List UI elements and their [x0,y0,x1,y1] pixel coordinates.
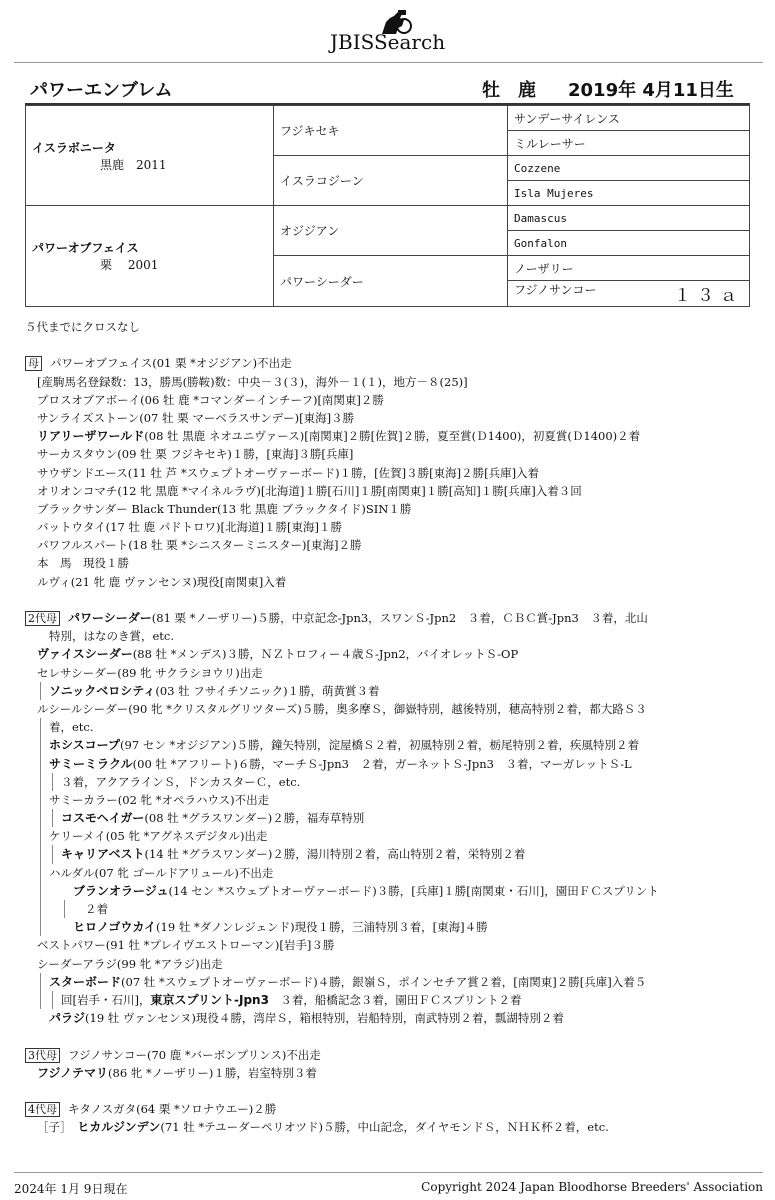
pedigree-notes [25,318,755,1136]
sire-color: 黒鹿 [100,157,125,172]
spacer [25,1027,755,1045]
gen3-8-name[interactable]: フジノサンコー [514,283,597,297]
family-line [25,973,755,991]
tree-connector [52,809,53,827]
family-line [25,627,755,645]
line-text: キタノスガタ(64 栗 *ソロナウエー)２勝 [68,1102,277,1117]
line-text: [産駒馬名登録数：13，勝馬(勝鞍)数：中央－３(３)，海外－１(１)，地方－８(25)] [37,374,468,389]
family-line [25,391,755,409]
line-text: 回[岩手・石川]， [61,992,151,1007]
family-line [25,755,755,773]
line-text: (08 牡 *グラスワンダー)２勝，福寿草特別 [144,811,365,826]
line-text: サミーカラー(02 牝 *オペラハウス)不出走 [49,792,270,807]
horse-link[interactable]: リアリーザワールド [37,429,145,444]
horse-sex: 牡 [482,80,500,101]
dam-color: 栗 [100,258,113,272]
line-text: (19 牡 ヴァンセンヌ)現役４勝，湾岸Ｓ，箱根特別，岩船特別，南武特別２着，瓢湖特別２着 [85,1011,564,1026]
horse-name: パワーエンブレム [30,80,173,101]
line-text: ケリーメイ(05 牝 *アグネスデジタル)出走 [49,829,268,844]
pedigree-gen3-2[interactable]: ミルレーサー [508,131,750,156]
cross-note: ５代までにクロスなし [25,320,140,334]
line-text: サンライズストーン(07 牡 栗 マーベラスサンデー)[東海]３勝 [37,410,355,425]
family-line [25,482,755,500]
pedigree-gen2-4[interactable]: パワーシーダー [274,256,508,307]
family-line [25,536,755,554]
pedigree-gen3-7[interactable]: ノーザリー [508,256,750,281]
pedigree-sire [26,106,274,206]
family-code: １３ａ [674,286,743,306]
line-text: サウザンドエース(11 牡 芦 *スウェプトオーヴァーボード)１勝，[佐賀]３勝[東海]２勝[兵庫]入着 [37,465,540,480]
logo-search: Search [373,30,446,54]
pedigree-dam [26,206,274,307]
line-text: (71 牡 *テユーダーペリオツド)５勝，中山記念，ダイヤモンドＳ，ＮＨＫ杯２着，etc. [160,1120,609,1135]
family-line [25,736,755,754]
line-text: (81 栗 *ノーザリー)５勝，中京記念-Jpn3，スワンＳ-Jpn2 ３着，ＣＢＣ賞-Jpn3 ３着，北山 [151,611,648,625]
line-text: シーダーアラジ(99 牝 *アラジ)出走 [37,956,223,971]
pedigree-gen2-3[interactable]: オジジアン [274,206,508,256]
generation-tag: 4代母 [25,1102,60,1117]
line-text: ルシールシーダー(90 牝 *クリスタルグリツターズ)５勝，奥多摩Ｓ，御嶽特別，越後特別，穂高特別２着，都大路Ｓ３ [37,701,647,716]
line-text: オリオンコマチ(12 牝 黒鹿 *マイネルラヴ)[北海道]１勝[石川]１勝[南関東]１勝[高知]１勝[兵庫]入着３回 [37,483,582,498]
line-text: (14 牡 *グラスワンダー)２勝，湯川特別２着，高山特別２着，栄特別２着 [144,847,526,862]
horse-link[interactable]: ヒロノゴウカイ [73,920,157,935]
horse-link[interactable]: ヴァイスシーダー [37,647,133,662]
horse-title [30,76,750,102]
family-line [25,700,755,718]
pedigree-gen3-6[interactable]: Gonfalon [508,231,750,256]
header [0,0,775,62]
family-line [25,664,755,682]
family-line [25,1100,755,1118]
horse-link[interactable]: パワーシーダー [68,611,152,625]
line-text: (86 牝 *ノーザリー)１勝，岩室特別３着 [108,1065,317,1080]
jbis-logo[interactable] [330,8,460,56]
tree-connector [40,900,41,918]
family-line [25,682,755,700]
horse-color: 鹿 [518,80,536,101]
family-line [25,1046,755,1064]
tree-connector [52,845,53,863]
tree-connector [52,991,53,1009]
pedigree-gen2-1[interactable]: フジキセキ [274,106,508,156]
line-text: ハルダル(07 牝 ゴールドアリュール)不出走 [49,865,274,880]
line-text: ２着 [85,902,108,916]
horse-link[interactable]: キャリアベスト [61,847,145,862]
tree-connector [40,918,41,936]
line-text: フジノサンコー(70 鹿 *バーボンプリンス)不出走 [68,1047,321,1062]
tree-connector [40,718,41,736]
horse-link[interactable]: ソニックベロシティ [49,683,156,698]
line-text: 本 馬 現役１勝 [37,556,129,571]
line-text: (14 セン *スウェプトオーヴァーボード)３勝，[兵庫]１勝[南関東・石川]，園田ＦＣスプリント [168,883,659,898]
line-text: バットウタイ(17 牡 鹿 パドトロワ)[北海道]１勝[東海]１勝 [37,520,342,535]
line-text: セレサシーダー(89 牝 サクラシヨウリ)出走 [37,665,263,680]
family-line [25,1009,755,1027]
footer-divider [14,1172,763,1173]
family-line [25,791,755,809]
tree-connector [40,791,41,809]
tree-connector [40,991,41,1009]
family-line [25,900,755,918]
pedigree-gen2-2[interactable]: イスラコジーン [274,156,508,206]
line-text: ブラックサンダー Black Thunder(13 牝 黒鹿 ブラックタイド)SIN１勝 [37,501,412,516]
tree-connector [40,809,41,827]
logo-jbis: JBIS [330,30,374,54]
horse-dob: 2019年 4月11日生 [568,80,734,101]
family-line [25,554,755,572]
dam-year: 2001 [127,258,159,272]
horse-link[interactable]: パラジ [49,1011,86,1026]
family-line [25,645,755,663]
family-line [25,864,755,882]
family-line [25,991,755,1009]
family-line [25,409,755,427]
tree-connector [40,773,41,791]
generation-tag: 3代母 [25,1048,60,1063]
line-text: ルヴィ(21 牝 鹿 ヴァンセンヌ)現役[南関東]入着 [37,574,287,589]
tree-connector [40,827,41,845]
line-text: ベストパワー(91 牡 *プレイヴエストローマン)[岩手]３勝 [37,938,335,953]
family-line [25,573,755,591]
line-text: (08 牡 黒鹿 ネオユニヴァース)[南関東]２勝[佐賀]２勝，夏至賞(Ｄ1400)，初夏賞(Ｄ1400)２着 [144,429,641,444]
pedigree-table [25,105,750,307]
horse-link[interactable]: フジノテマリ [37,1065,109,1080]
horse-link[interactable]: スターボード [49,974,122,989]
family-line [25,845,755,863]
line-text: ３着，船橋記念３着，園田ＦＣスプリント２着 [268,992,522,1007]
tree-connector [40,973,41,991]
line-text: (88 牡 *メンデス)３勝，ＮＺトロフィー４歳Ｓ-Jpn2，バイオレットＳ-OP [132,647,519,662]
tree-connector [40,736,41,754]
spacer [25,1082,755,1100]
line-text: 着，etc. [49,720,94,735]
family-line [25,882,755,900]
family-line [25,518,755,536]
family-line [25,1118,755,1136]
line-text: (03 牡 フサイチソニック)１勝，萌黄賞３着 [155,683,380,698]
tree-connector [64,900,65,918]
line-text: パワーオブフェイス(01 栗 *オジジアン)不出走 [50,356,292,371]
family-line [25,464,755,482]
footer-date: 2024年 1月 9日現在 [14,1182,128,1196]
family-lines [25,354,755,1136]
sire-name[interactable]: イスラボニータ [32,140,116,155]
family-line [25,500,755,518]
pedigree-gen3-4[interactable]: Isla Mujeres [508,181,750,206]
line-prefix: ［子］ [37,1120,78,1135]
tree-connector [40,864,41,882]
sire-year: 2011 [136,157,167,172]
line-text: パワフルスパート(18 牡 栗 *シニスターミニスター)[東海]２勝 [37,538,362,553]
family-line [25,427,755,445]
family-line [25,445,755,463]
tree-connector [40,882,41,900]
footer-copyright: Copyright 2024 Japan Bloodhorse Breeders' Association [421,1180,763,1194]
family-line [25,809,755,827]
header-divider [14,62,763,63]
line-text: サーカスタウン(09 牡 栗 フジキセキ)１勝，[東海]３勝[兵庫] [37,447,354,462]
pedigree-gen3-5[interactable]: Damascus [508,206,750,231]
line-text: ３着，アクアラインＳ，ドンカスターＣ，etc. [61,774,301,789]
tree-connector [40,682,41,700]
tree-connector [40,845,41,863]
pedigree-gen3-3[interactable]: Cozzene [508,156,750,181]
spacer [25,591,755,609]
horse-link[interactable]: ブランオラージュ [73,883,169,898]
family-line [25,773,755,791]
line-text: (00 牡 *アフリート)６勝，マーチＳ-Jpn3 ２着，ガーネットＳ-Jpn3 ３着，マーガレットＳ-L [132,756,632,771]
family-line [25,718,755,736]
pedigree-gen3-8 [508,281,750,307]
generation-tag: 母 [25,356,42,371]
family-line [25,1064,755,1082]
generation-tag: 2代母 [25,611,60,626]
tree-connector [40,755,41,773]
family-line [25,827,755,845]
tree-connector [52,773,53,791]
family-line [25,936,755,954]
family-line [25,373,755,391]
race-name: 東京スプリント-Jpn3 [150,992,269,1007]
line-text: プロスオブアボーイ(06 牡 鹿 *コマンダーインチーフ)[南関東]２勝 [37,392,384,407]
family-line [25,354,755,372]
family-line [25,955,755,973]
line-text: (19 牡 *ダノンレジェンド)現役１勝，三浦特別３着，[東海]４勝 [156,920,488,935]
horse-link[interactable]: コスモヘイガー [61,811,145,826]
pedigree-gen3-1[interactable]: サンデーサイレンス [508,106,750,131]
horse-link[interactable]: ホシスコープ [49,738,121,753]
horse-link[interactable]: サミーミラクル [49,756,133,771]
line-text: (97 セン *オジジアン)５勝，鐘矢特別，淀屋橋Ｓ２着，初風特別２着，栃尾特別２着，疾風特別２着 [120,738,639,753]
dam-name[interactable]: パワーオブフェイス [32,241,139,255]
line-text: (07 牡 *スウェプトオーヴァーボード)４勝，銀嶺Ｓ，ポインセチア賞２着，[南関東]２勝[兵庫]入着５ [121,974,647,989]
horse-link[interactable]: ヒカルジンデン [77,1120,161,1135]
line-text: 特別，はなのき賞，etc. [49,629,175,644]
family-line [25,609,755,627]
family-line [25,918,755,936]
